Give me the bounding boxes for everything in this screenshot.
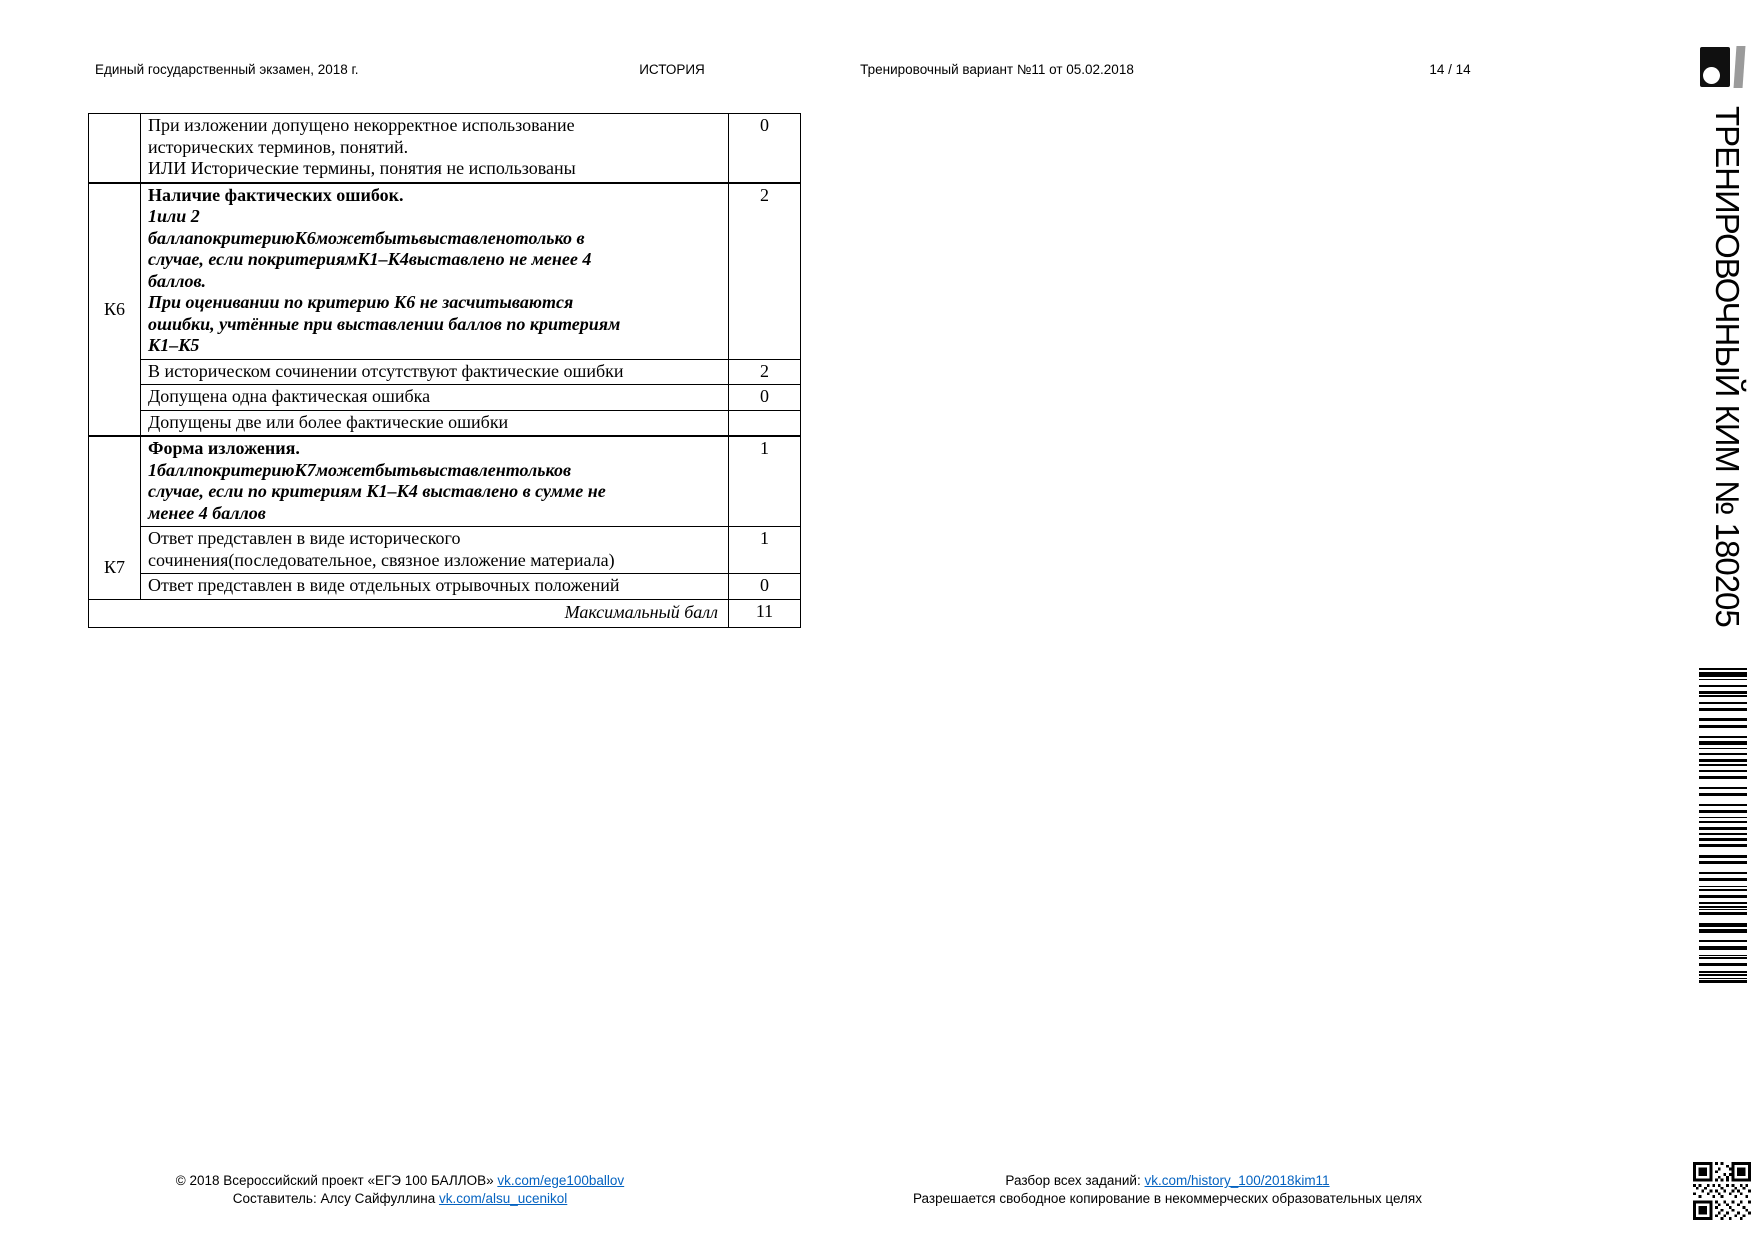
footer-link-author[interactable]: vk.com/alsu_ucenikol: [438, 1191, 568, 1206]
text-line: 1или 2: [148, 206, 200, 226]
criterion-text-cell: В историческом сочинении отсутствуют фактические ошибки: [141, 359, 729, 385]
footer-link-solutions[interactable]: vk.com/history_100/2018kim11: [1144, 1173, 1330, 1188]
kim-vertical-caption: ТРЕНИРОВОЧНЫЙ КИМ № 180205: [1709, 106, 1746, 627]
text-line: сочинения(последовательное, связное изложение материала): [148, 549, 615, 570]
criterion-title: Форма изложения.: [148, 438, 300, 458]
criterion-text-cell: [141, 183, 729, 360]
qr-code-icon: [1693, 1162, 1751, 1220]
header-subject: ИСТОРИЯ: [639, 62, 705, 77]
logo-square: [1700, 47, 1730, 87]
score-cell: 11: [729, 599, 801, 628]
score-cell: [729, 410, 801, 436]
footer-copyright-line: [150, 1172, 650, 1190]
site-logo-icon: [1700, 46, 1748, 88]
score-cell: 0: [729, 114, 801, 183]
barcode-icon: [1699, 668, 1747, 990]
logo-bar: [1734, 46, 1746, 88]
table-row: [89, 527, 801, 574]
score-cell: 2: [729, 183, 801, 360]
criterion-text-cell: Допущена одна фактическая ошибка: [141, 385, 729, 411]
table-row: [89, 359, 801, 385]
score-cell: 2: [729, 359, 801, 385]
text-line: При оценивании по критерию К6 не засчитываются: [148, 292, 574, 312]
text-line: баллов.: [148, 270, 206, 291]
header-page-number: 14 / 14: [1429, 62, 1471, 77]
footer-solutions-text: Разбор всех заданий:: [1005, 1173, 1145, 1188]
criterion-label-k7: К7: [89, 436, 141, 599]
table-row-max-score: [89, 599, 801, 628]
criterion-label-k6: К6: [89, 183, 141, 437]
score-cell: 0: [729, 385, 801, 411]
table-row-k7-header: [89, 436, 801, 527]
footer-copyright-text: © 2018 Всероссийский проект «ЕГЭ 100 БАЛЛОВ»: [175, 1173, 498, 1188]
footer-right: [905, 1172, 1430, 1208]
table-row: [89, 385, 801, 411]
score-cell: 1: [729, 436, 801, 527]
score-cell: 1: [729, 527, 801, 574]
footer-author-line: [150, 1190, 650, 1208]
text-line: ИЛИ Исторические термины, понятия не использованы: [148, 158, 576, 178]
text-line: К1–К5: [148, 335, 200, 355]
text-line: 1баллпокритериюК7можетбытьвыставлентольков: [148, 459, 571, 480]
text-line: баллапокритериюК6можетбытьвыставленотолько в: [148, 227, 585, 248]
criterion-text-cell: [141, 114, 729, 183]
table-row: [89, 410, 801, 436]
header-exam-title: Единый государственный экзамен, 2018 г.: [95, 62, 359, 77]
max-score-label: Максимальный балл: [89, 599, 729, 628]
footer-solutions-line: [905, 1172, 1430, 1190]
criterion-text-cell: Допущены две или более фактические ошибки: [141, 410, 729, 436]
footer-left: [150, 1172, 650, 1208]
text-line: При изложении допущено некорректное использование: [148, 115, 575, 135]
header-variant: Тренировочный вариант №11 от 05.02.2018: [860, 62, 1134, 77]
table-row: [89, 574, 801, 600]
criterion-text-cell: [141, 527, 729, 574]
text-line: менее 4 баллов: [148, 502, 266, 523]
table-row-terms: [89, 114, 801, 183]
footer-link-ege100ballov[interactable]: vk.com/ege100ballov: [497, 1173, 625, 1188]
criterion-text-cell: [141, 436, 729, 527]
footer-author-text: Составитель: Алсу Сайфуллина: [232, 1191, 439, 1206]
text-line: ошибки, учтённые при выставлении баллов по критериям: [148, 313, 621, 334]
criteria-table: [88, 113, 801, 628]
criterion-text-cell: Ответ представлен в виде отдельных отрывочных положений: [141, 574, 729, 600]
criterion-title: Наличие фактических ошибок.: [148, 184, 404, 205]
text-line: случае, если по критериям К1–К4 выставлено в сумме не: [148, 481, 606, 501]
table-row-k6-header: [89, 183, 801, 360]
footer-license-text: Разрешается свободное копирование в некоммерческих образовательных целях: [913, 1191, 1422, 1206]
score-cell: 0: [729, 574, 801, 600]
criterion-label-cell: [89, 114, 141, 183]
text-line: Ответ представлен в виде исторического: [148, 528, 461, 548]
text-line: случае, если покритериямК1–К4выставлено не менее 4: [148, 249, 592, 269]
text-line: исторических терминов, понятий.: [148, 136, 409, 157]
